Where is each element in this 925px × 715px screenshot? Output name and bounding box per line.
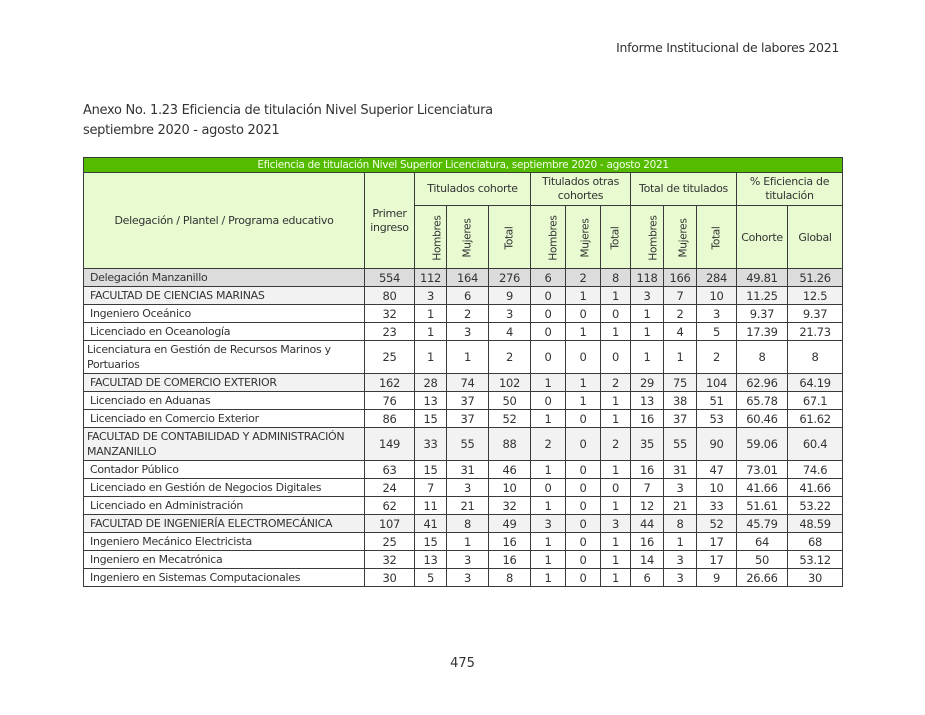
faculty-row [84,428,843,461]
cell-first-entry: 76 [365,392,415,410]
cell-other-men: 1 [531,410,566,428]
cell-total-total: 51 [697,392,737,410]
cell-efficiency-cohort: 62.96 [737,374,788,392]
cell-first-entry: 25 [365,533,415,551]
cell-total-women: 3 [664,551,697,569]
header-efficiency-cohort: Cohorte [737,206,788,269]
cell-cohort-total: 16 [489,551,531,569]
row-name: Ingeniero Mecánico Electricista [84,533,365,551]
header-efficiency-global: Global [788,206,843,269]
row-name: Ingeniero en Mecatrónica [84,551,365,569]
cell-efficiency-global: 21.73 [788,323,843,341]
caption-line-1: Anexo No. 1.23 Eficiencia de titulación Nivel Superior Licenciatura [83,103,493,118]
cell-cohort-total: 9 [489,287,531,305]
cell-efficiency-cohort: 50 [737,551,788,569]
cell-cohort-total: 88 [489,428,531,461]
row-name: FACULTAD DE COMERCIO EXTERIOR [84,374,365,392]
cell-first-entry: 62 [365,497,415,515]
cell-total-total: 10 [697,287,737,305]
cell-total-total: 53 [697,410,737,428]
cell-total-men: 29 [631,374,664,392]
cell-efficiency-cohort: 26.66 [737,569,788,587]
cell-cohort-men: 33 [415,428,447,461]
cell-total-men: 1 [631,305,664,323]
cell-total-total: 5 [697,323,737,341]
cell-total-men: 7 [631,479,664,497]
cell-efficiency-global: 74.6 [788,461,843,479]
cell-total-men: 44 [631,515,664,533]
cell-first-entry: 24 [365,479,415,497]
cell-cohort-women: 8 [447,515,489,533]
cell-cohort-women: 6 [447,287,489,305]
cell-first-entry: 162 [365,374,415,392]
cell-total-total: 104 [697,374,737,392]
program-row [84,479,843,497]
cell-other-total: 1 [601,410,631,428]
program-row [84,305,843,323]
cell-cohort-men: 3 [415,287,447,305]
cell-other-men: 0 [531,341,566,374]
cell-other-total: 1 [601,323,631,341]
cell-total-total: 284 [697,269,737,287]
faculty-row [84,515,843,533]
cell-cohort-men: 15 [415,461,447,479]
cell-efficiency-cohort: 51.61 [737,497,788,515]
cell-total-women: 3 [664,479,697,497]
row-name: FACULTAD DE INGENIERÍA ELECTROMECÁNICA [84,515,365,533]
row-name: Licenciado en Comercio Exterior [84,410,365,428]
cell-cohort-men: 15 [415,533,447,551]
cell-cohort-women: 31 [447,461,489,479]
cell-efficiency-cohort: 17.39 [737,323,788,341]
header-group-other-cohorts: Titulados otras cohortes [531,173,631,206]
cell-other-men: 1 [531,461,566,479]
header-group-cohort: Titulados cohorte [415,173,531,206]
cell-efficiency-cohort: 59.06 [737,428,788,461]
cell-efficiency-global: 9.37 [788,305,843,323]
cell-efficiency-global: 8 [788,341,843,374]
cell-other-women: 0 [566,479,601,497]
cell-other-total: 0 [601,479,631,497]
cell-cohort-total: 3 [489,305,531,323]
cell-total-men: 16 [631,533,664,551]
row-name: Contador Público [84,461,365,479]
header-first-entry: Primer ingreso [365,173,415,269]
cell-total-women: 2 [664,305,697,323]
cell-total-total: 17 [697,551,737,569]
cell-other-total: 1 [601,461,631,479]
header-other-women: Mujeres [566,206,601,269]
header-cohort-women: Mujeres [447,206,489,269]
cell-cohort-women: 37 [447,410,489,428]
cell-first-entry: 149 [365,428,415,461]
cell-cohort-women: 164 [447,269,489,287]
row-name: Licenciado en Administración [84,497,365,515]
cell-efficiency-global: 30 [788,569,843,587]
row-name: Licenciado en Oceanología [84,323,365,341]
row-name: Ingeniero Oceánico [84,305,365,323]
cell-other-men: 0 [531,392,566,410]
cell-efficiency-global: 53.22 [788,497,843,515]
cell-other-total: 0 [601,341,631,374]
cell-cohort-women: 55 [447,428,489,461]
cell-total-women: 3 [664,569,697,587]
program-row [84,323,843,341]
page-number: 475 [450,656,475,671]
cell-other-women: 0 [566,497,601,515]
header-total-women: Mujeres [664,206,697,269]
cell-total-women: 55 [664,428,697,461]
cell-efficiency-cohort: 65.78 [737,392,788,410]
cell-total-men: 35 [631,428,664,461]
cell-other-women: 0 [566,551,601,569]
cell-first-entry: 25 [365,341,415,374]
cell-other-total: 2 [601,374,631,392]
cell-first-entry: 86 [365,410,415,428]
cell-other-women: 0 [566,515,601,533]
cell-cohort-women: 3 [447,569,489,587]
table-title: Eficiencia de titulación Nivel Superior Licenciatura, septiembre 2020 - agosto 2021 [84,158,843,173]
cell-cohort-women: 3 [447,479,489,497]
program-row [84,461,843,479]
cell-cohort-total: 46 [489,461,531,479]
cell-other-total: 0 [601,305,631,323]
cell-other-men: 1 [531,374,566,392]
cell-first-entry: 32 [365,305,415,323]
delegation-row [84,269,843,287]
cell-total-women: 21 [664,497,697,515]
cell-efficiency-cohort: 9.37 [737,305,788,323]
cell-other-women: 2 [566,269,601,287]
cell-total-women: 8 [664,515,697,533]
program-row [84,569,843,587]
header-other-total: Total [601,206,631,269]
caption-line-2: septiembre 2020 - agosto 2021 [83,123,280,138]
cell-other-women: 1 [566,287,601,305]
cell-cohort-women: 3 [447,323,489,341]
cell-total-men: 3 [631,287,664,305]
cell-other-women: 0 [566,461,601,479]
header-cohort-men: Hombres [415,206,447,269]
program-row [84,341,843,374]
program-row [84,497,843,515]
cell-total-men: 16 [631,461,664,479]
cell-other-women: 1 [566,323,601,341]
cell-first-entry: 107 [365,515,415,533]
cell-other-total: 8 [601,269,631,287]
cell-efficiency-global: 67.1 [788,392,843,410]
program-row [84,392,843,410]
cell-total-total: 52 [697,515,737,533]
cell-cohort-men: 13 [415,551,447,569]
cell-other-men: 0 [531,479,566,497]
cell-total-men: 118 [631,269,664,287]
cell-cohort-women: 37 [447,392,489,410]
cell-cohort-women: 2 [447,305,489,323]
cell-other-total: 3 [601,515,631,533]
cell-other-men: 2 [531,428,566,461]
cell-total-women: 1 [664,533,697,551]
cell-first-entry: 554 [365,269,415,287]
row-name: Licenciatura en Gestión de Recursos Marinos y Portuarios [84,341,365,374]
cell-efficiency-global: 60.4 [788,428,843,461]
cell-total-total: 17 [697,533,737,551]
header-cohort-total: Total [489,206,531,269]
cell-cohort-total: 50 [489,392,531,410]
cell-other-men: 1 [531,533,566,551]
cell-other-women: 0 [566,428,601,461]
cell-cohort-women: 3 [447,551,489,569]
cell-cohort-total: 276 [489,269,531,287]
cell-other-men: 0 [531,287,566,305]
cell-cohort-men: 41 [415,515,447,533]
faculty-row [84,374,843,392]
cell-efficiency-cohort: 45.79 [737,515,788,533]
cell-other-women: 0 [566,533,601,551]
cell-total-total: 47 [697,461,737,479]
cell-other-men: 1 [531,569,566,587]
cell-efficiency-global: 68 [788,533,843,551]
cell-total-total: 10 [697,479,737,497]
cell-total-men: 13 [631,392,664,410]
program-row [84,410,843,428]
cell-cohort-total: 32 [489,497,531,515]
cell-first-entry: 63 [365,461,415,479]
program-row [84,551,843,569]
row-name: Ingeniero en Sistemas Computacionales [84,569,365,587]
cell-total-women: 7 [664,287,697,305]
cell-efficiency-cohort: 8 [737,341,788,374]
cell-other-women: 0 [566,341,601,374]
cell-cohort-men: 1 [415,323,447,341]
cell-cohort-women: 21 [447,497,489,515]
cell-cohort-men: 13 [415,392,447,410]
cell-other-men: 0 [531,323,566,341]
cell-first-entry: 30 [365,569,415,587]
cell-efficiency-global: 41.66 [788,479,843,497]
header-total-men: Hombres [631,206,664,269]
cell-total-men: 12 [631,497,664,515]
cell-cohort-women: 74 [447,374,489,392]
cell-total-men: 16 [631,410,664,428]
cell-total-total: 33 [697,497,737,515]
header-total-total: Total [697,206,737,269]
cell-other-men: 6 [531,269,566,287]
table-body [84,269,843,587]
cell-other-men: 1 [531,497,566,515]
cell-other-total: 2 [601,428,631,461]
cell-efficiency-cohort: 41.66 [737,479,788,497]
cell-other-men: 3 [531,515,566,533]
cell-other-women: 0 [566,569,601,587]
cell-total-women: 1 [664,341,697,374]
cell-other-women: 0 [566,410,601,428]
cell-total-women: 166 [664,269,697,287]
row-name: FACULTAD DE CONTABILIDAD Y ADMINISTRACIÓN MANZANILLO [84,428,365,461]
cell-other-men: 0 [531,305,566,323]
cell-total-total: 90 [697,428,737,461]
cell-cohort-men: 1 [415,341,447,374]
efficiency-table [83,157,843,587]
cell-other-total: 1 [601,392,631,410]
cell-total-women: 75 [664,374,697,392]
cell-total-total: 9 [697,569,737,587]
row-name: Licenciado en Aduanas [84,392,365,410]
cell-efficiency-global: 61.62 [788,410,843,428]
cell-efficiency-cohort: 11.25 [737,287,788,305]
cell-total-men: 1 [631,323,664,341]
cell-cohort-total: 49 [489,515,531,533]
cell-cohort-men: 1 [415,305,447,323]
row-name: FACULTAD DE CIENCIAS MARINAS [84,287,365,305]
cell-cohort-men: 112 [415,269,447,287]
cell-efficiency-cohort: 60.46 [737,410,788,428]
cell-total-total: 3 [697,305,737,323]
cell-cohort-total: 10 [489,479,531,497]
running-head: Informe Institucional de labores 2021 [616,40,839,55]
cell-first-entry: 32 [365,551,415,569]
cell-cohort-men: 11 [415,497,447,515]
program-row [84,533,843,551]
cell-other-total: 1 [601,569,631,587]
cell-other-total: 1 [601,533,631,551]
cell-total-total: 2 [697,341,737,374]
header-group-efficiency: % Eficiencia de titulación [737,173,843,206]
cell-efficiency-global: 51.26 [788,269,843,287]
header-group-total: Total de titulados [631,173,737,206]
cell-cohort-total: 102 [489,374,531,392]
cell-efficiency-cohort: 73.01 [737,461,788,479]
cell-other-women: 0 [566,305,601,323]
cell-cohort-total: 16 [489,533,531,551]
header-program: Delegación / Plantel / Programa educativo [84,173,365,269]
cell-cohort-total: 4 [489,323,531,341]
row-name: Licenciado en Gestión de Negocios Digitales [84,479,365,497]
cell-cohort-men: 28 [415,374,447,392]
cell-other-total: 1 [601,497,631,515]
cell-first-entry: 23 [365,323,415,341]
cell-efficiency-cohort: 64 [737,533,788,551]
cell-efficiency-cohort: 49.81 [737,269,788,287]
cell-total-women: 38 [664,392,697,410]
faculty-row [84,287,843,305]
cell-cohort-total: 52 [489,410,531,428]
cell-total-men: 1 [631,341,664,374]
cell-total-men: 14 [631,551,664,569]
cell-efficiency-global: 64.19 [788,374,843,392]
cell-cohort-women: 1 [447,341,489,374]
cell-cohort-men: 5 [415,569,447,587]
cell-efficiency-global: 48.59 [788,515,843,533]
cell-total-women: 37 [664,410,697,428]
cell-efficiency-global: 12.5 [788,287,843,305]
cell-other-men: 1 [531,551,566,569]
cell-cohort-men: 15 [415,410,447,428]
cell-cohort-total: 2 [489,341,531,374]
cell-cohort-women: 1 [447,533,489,551]
cell-other-women: 1 [566,392,601,410]
cell-total-women: 4 [664,323,697,341]
cell-first-entry: 80 [365,287,415,305]
cell-cohort-total: 8 [489,569,531,587]
cell-cohort-men: 7 [415,479,447,497]
cell-efficiency-global: 53.12 [788,551,843,569]
cell-other-women: 1 [566,374,601,392]
header-other-men: Hombres [531,206,566,269]
table-caption [83,101,493,141]
cell-other-total: 1 [601,287,631,305]
cell-total-men: 6 [631,569,664,587]
cell-total-women: 31 [664,461,697,479]
row-name: Delegación Manzanillo [84,269,365,287]
cell-other-total: 1 [601,551,631,569]
